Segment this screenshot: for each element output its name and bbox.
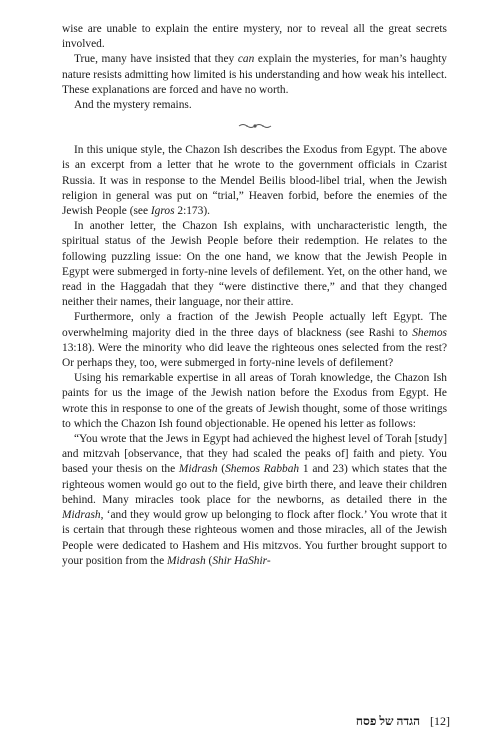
paragraph-8-emphasis-3: Midrash [62, 509, 101, 522]
paragraph-2-text-a: True, many have insisted that they [74, 53, 238, 66]
paragraph-7-text: Using his remarkable expertise in all areas of Torah knowledge, the Chazon Ish paints for us the image of the Jewish nation before the Exodus from Egypt. He wrote this in response to one of the greats of Jewish thought, some of those writings to which the Chazon Ish found objectionable. He opened his letter as follows: [62, 372, 447, 430]
paragraph-5-text: In another letter, the Chazon Ish explains, with uncharacteristic length, the spiritual status of the Jewish People before their redemption. He relates to the following puzzling issue: On the one hand, we know that the Jewish People in Egypt were submerged in forty-nine levels of defilement. Yet, on the other hand, we read in the Haggadah that they “were distinctive there,” and that they changed neither their names, their language, nor their attire. [62, 220, 447, 309]
paragraph-6-text-a: Furthermore, only a fraction of the Jewish People actually left Egypt. The overwhelming majority died in the three days of blackness (see Rashi to [62, 311, 447, 339]
paragraph-4-text-a: In this unique style, the Chazon Ish describes the Exodus from Egypt. The above is an excerpt from a letter that he wrote to the government officials in Czarist Russia. It was in response to the Mendel Beilis blood-libel trial, when the Jewish religion in general was put on “trial,” Heaven forbid, before the enemies of the Jewish People (see [62, 144, 447, 218]
paragraph-2-text-b: explain the mysteries, for man’s haughty nature resists admitting how limited is his understanding and how weak his intellect. These explanations are forced and have no worth. [62, 53, 448, 96]
page-number: [12] [430, 713, 450, 728]
paragraph-4-emphasis: Igros [150, 205, 175, 218]
paragraph-3-text: And the mystery remains. [74, 99, 192, 112]
paragraph-1-text: wise are unable to explain the entire mystery, nor to reveal all the great secrets involved. [62, 23, 447, 51]
paragraph-8-text-c: 1 and 23) which states that the righteous women would go out to the field, give birth there, and leave their children behind. Many miracles took place for the newborns, as detailed there in the [62, 463, 447, 506]
paragraph-8-text-e: ( [205, 554, 213, 567]
paragraph-3 [62, 98, 447, 113]
paragraph-2 [62, 52, 447, 98]
paragraph-8-text-b: ( [217, 463, 226, 476]
page-body [62, 22, 447, 569]
running-head: הגדה של פסח [355, 713, 420, 728]
page-footer [330, 712, 450, 730]
paragraph-7 [62, 371, 447, 432]
paragraph-8-emphasis-5: Shir HaShir- [212, 554, 271, 567]
paragraph-2-emphasis: can [237, 53, 255, 66]
paragraph-8-emphasis-2: Shemos Rabbah [225, 463, 300, 476]
section-divider [62, 115, 447, 137]
decorative-flourish-icon [238, 122, 272, 130]
paragraph-6 [62, 310, 447, 371]
paragraph-6-emphasis: Shemos [412, 326, 447, 339]
paragraph-8-emphasis-1: Midrash [178, 463, 218, 476]
paragraph-8-emphasis-4: Midrash [167, 554, 206, 567]
paragraph-4 [62, 143, 447, 219]
paragraph-5 [62, 219, 447, 310]
paragraph-4-text-b: 2:173). [174, 205, 210, 218]
paragraph-8-text-d: , ‘and they would grow up belonging to flock after flock.’ You wrote that it is certain that through these righteous women and those miracles, all of the Jewish People were dedicated to Hashem and His mitzvos. You further brought support to your position from the [62, 509, 447, 567]
paragraph-6-text-b: 13:18). Were the minority who did leave the righteous ones selected from the rest? Or perhaps they, too, were submerged in forty-nine levels of defilement? [62, 341, 447, 370]
paragraph-8 [62, 432, 447, 569]
paragraph-1 [62, 22, 447, 52]
paragraph-8-text-a: “You wrote that the Jews in Egypt had achieved the highest level of Torah [study] and mitzvah [observance, that they had scaled the peaks of] faith and piety. You based your thesis on the [62, 433, 447, 476]
